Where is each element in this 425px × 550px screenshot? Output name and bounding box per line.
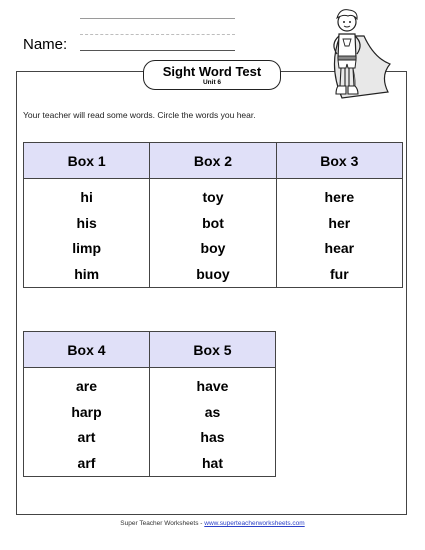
box-4-header: Box 4 [24,332,150,368]
page-title: Sight Word Test [162,64,262,79]
word-item[interactable]: buoy [196,265,230,282]
word-item[interactable]: toy [202,189,224,205]
box-3-words [276,179,402,288]
instructions-text: Your teacher will read some words. Circle the words you hear. [23,110,256,120]
box-1-words [24,179,150,288]
footer-separator: - [200,520,203,527]
box-4-words [24,368,150,477]
box-2-words [150,179,276,288]
footer-brand: Super Teacher Worksheets [120,520,199,527]
word-item[interactable]: bot [202,214,224,231]
name-label: Name: [23,36,68,53]
word-item[interactable]: has [200,429,225,445]
box-2-header: Box 2 [150,143,276,179]
name-line-base [80,50,235,51]
word-item[interactable]: fur [329,265,349,282]
word-item[interactable]: as [204,403,221,420]
word-item[interactable]: arf [77,454,96,471]
box-5-header: Box 5 [149,332,275,368]
superhero-boy-icon [318,6,392,102]
title-box [143,60,281,90]
footer-link[interactable]: www.superteacherworksheets.com [204,520,305,527]
word-item[interactable]: boy [200,240,226,256]
word-item[interactable]: limp [72,240,102,256]
word-item[interactable]: have [196,378,229,394]
word-item[interactable]: her [328,214,351,231]
word-item[interactable]: hat [201,454,223,471]
box-5-words [149,368,275,477]
word-item[interactable]: here [324,189,355,205]
name-line-top [80,18,235,19]
word-item[interactable]: art [77,429,96,445]
footer [0,520,425,527]
unit-label: Unit 6 [202,79,222,86]
word-item[interactable]: him [74,265,100,282]
word-table-top [23,142,403,288]
word-item[interactable]: are [75,378,97,394]
box-1-header: Box 1 [24,143,150,179]
box-3-header: Box 3 [276,143,402,179]
word-item[interactable]: harp [71,403,102,420]
word-table-bottom [23,331,276,477]
word-item[interactable]: his [76,214,97,231]
name-line-mid [80,34,235,35]
word-item[interactable]: hear [324,240,355,256]
word-item[interactable]: hi [80,189,93,205]
